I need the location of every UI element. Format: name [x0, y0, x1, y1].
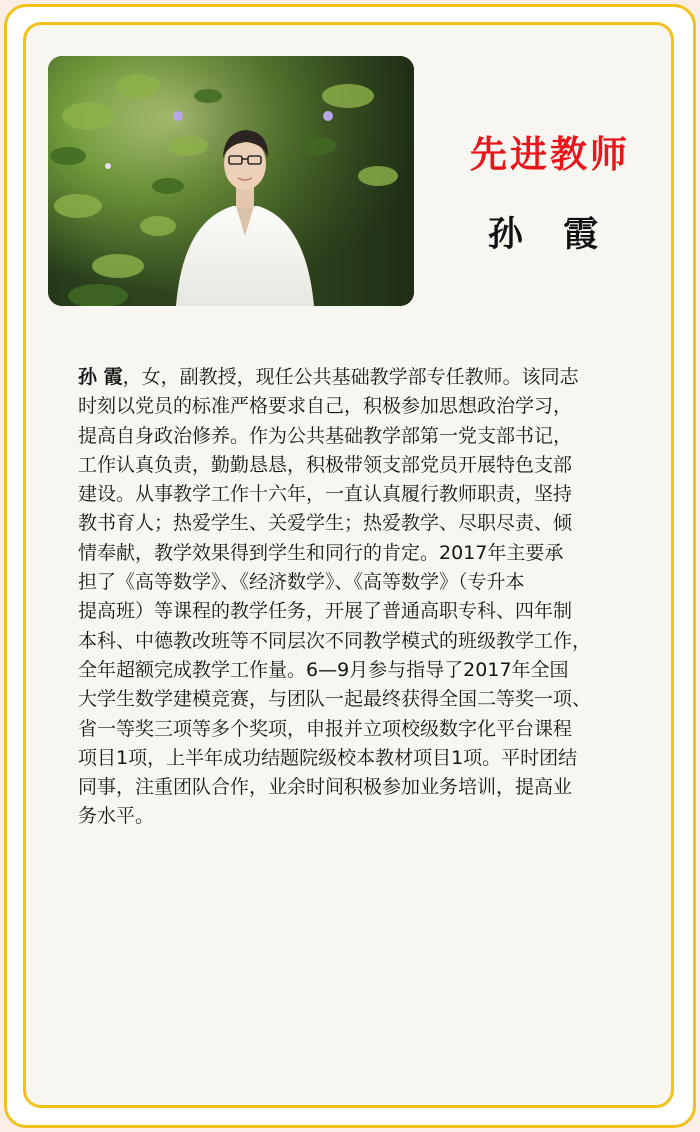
bio-person-name: 孙 霞: [78, 366, 123, 388]
bio-line: 同事，注重团队合作，业余时间积极参加业务培训，提高业: [78, 776, 573, 799]
bio-line: 担了《高等数学》、《经济数学》、《高等数学》（专升本: [78, 571, 525, 594]
bio-line: 建设。从事教学工作十六年，一直认真履行教师职责，坚持: [78, 483, 573, 506]
bio-line: 提高自身政治修养。作为公共基础教学部第一党支部书记，: [78, 424, 573, 447]
honor-title: 先进教师: [470, 133, 630, 176]
bio-line: 省一等奖三项等多个奖项，申报并立项校级数字化平台课程: [78, 717, 573, 740]
bio-line: 全年超额完成教学工作量。6—9月参与指导了2017年全国: [78, 658, 569, 681]
bio-line: 本科、中德教改班等不同层次不同教学模式的班级教学工作，: [78, 629, 592, 652]
bio-line: 务水平。: [78, 805, 155, 828]
teacher-photo-illustration: [48, 56, 414, 306]
person-name: 孙 霞: [487, 215, 613, 255]
teacher-photo: [48, 56, 414, 306]
bio-line: 提高班）等课程的教学任务，开展了普通高职专科、四年制: [78, 600, 573, 623]
bio-line: 大学生数学建模竞赛，与团队一起最终获得全国二等奖一项、: [78, 688, 592, 711]
bio-line: 项目1项，上半年成功结题院级校本教材项目1项。平时团结: [78, 746, 578, 769]
bio-line: 工作认真负责，勤勤恳恳，积极带领支部党员开展特色支部: [78, 453, 573, 476]
bio-line: [78, 363, 644, 392]
biography-text: [78, 363, 644, 832]
bio-line: 教书育人；热爱学生、关爱学生；热爱教学、尽职尽责、倾: [78, 512, 573, 535]
bio-line: 情奉献，教学效果得到学生和同行的肯定。2017年主要承: [78, 541, 564, 564]
bio-line-text: ，女，副教授，现任公共基础教学部专任教师。该同志: [122, 366, 579, 388]
bio-line: 时刻以党员的标准严格要求自己，积极参加思想政治学习，: [78, 395, 573, 418]
